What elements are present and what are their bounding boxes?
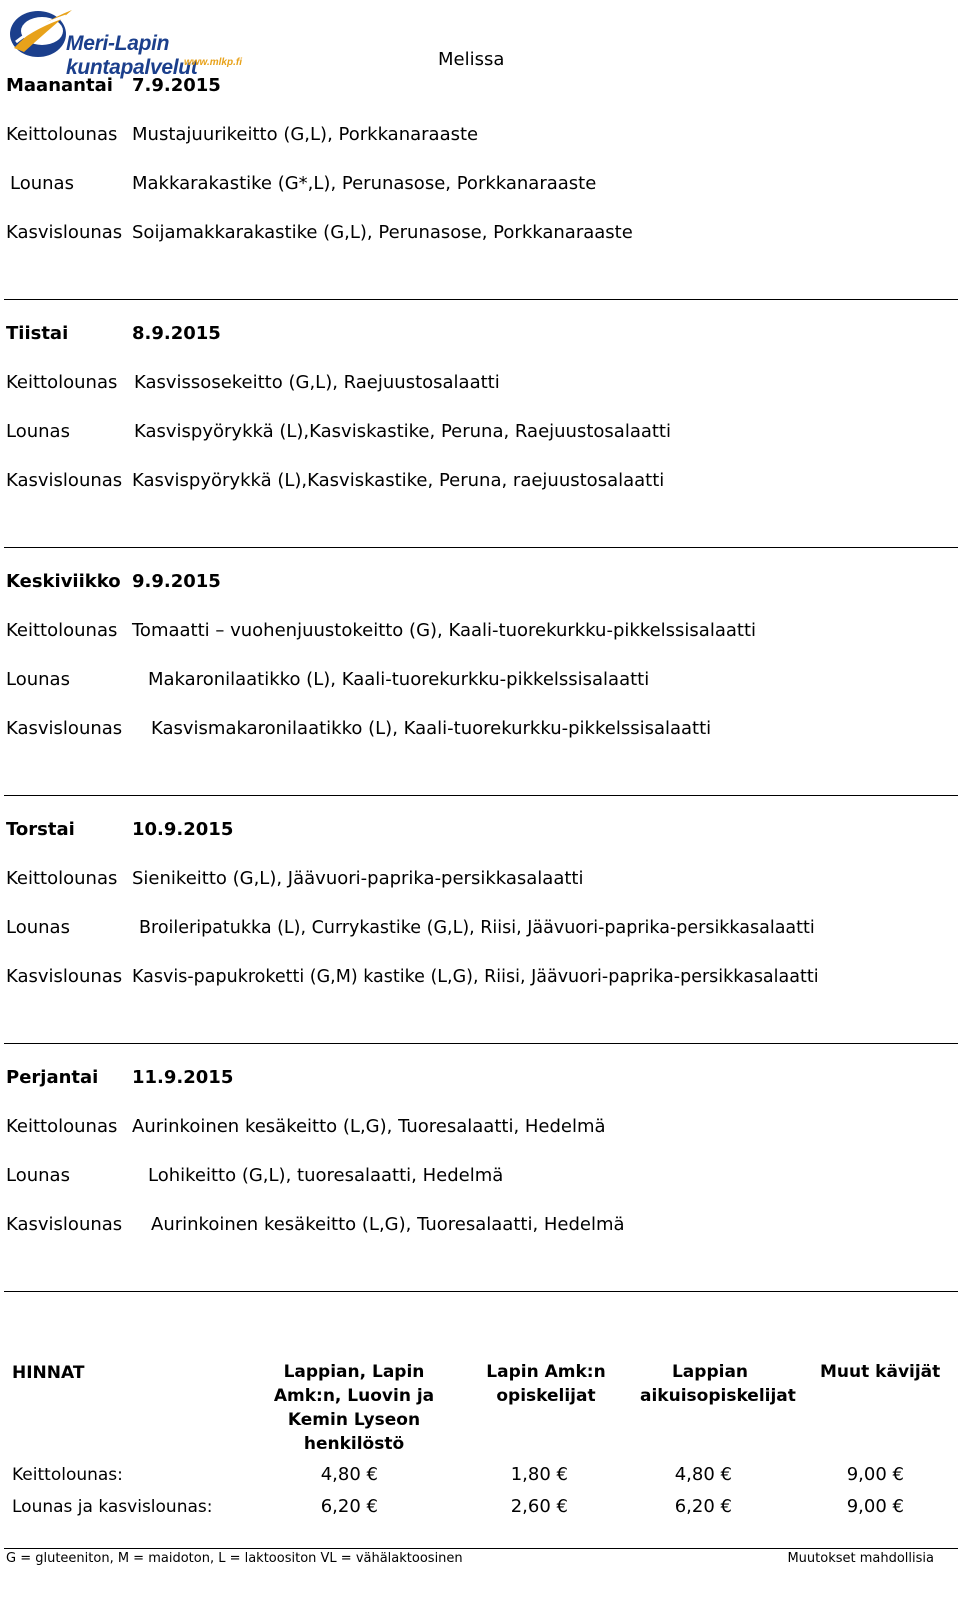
price-value: 2,60 € (510, 1496, 568, 1517)
meal-label: Lounas (6, 917, 70, 938)
price-column-header: Muut kävijät (820, 1362, 941, 1382)
meal-dish: Mustajuurikeitto (G,L), Porkkanaraaste (132, 124, 479, 145)
meal-label: Keittolounas (6, 620, 118, 641)
meal-dish: Kasvispyörykkä (L),Kasviskastike, Peruna, Raejuustosalaatti (134, 421, 671, 442)
allergen-legend: G = gluteeniton, M = maidoton, L = laktoositon VL = vähälaktoosinen (6, 1551, 463, 1566)
divider (4, 1043, 958, 1044)
price-column-header: Lappian aikuisopiskelijat (640, 1362, 796, 1406)
meal-label: Lounas (6, 421, 70, 442)
day-date: 10.9.2015 (132, 819, 234, 840)
meal-dish: Broileripatukka (L), Currykastike (G,L), Riisi, Jäävuori-paprika-persikkasalaatti (139, 918, 815, 938)
price-value: 4,80 € (674, 1464, 732, 1485)
meal-dish: Makkarakastike (G*,L), Perunasose, Porkkanaraaste (132, 173, 597, 194)
day-date: 7.9.2015 (132, 75, 221, 96)
divider (4, 547, 958, 548)
meal-label: Kasvislounas (6, 1214, 123, 1235)
meal-label: Kasvislounas (6, 470, 123, 491)
meal-dish: Kasvissosekeitto (G,L), Raejuustosalaatti (134, 372, 500, 393)
day-name: Keskiviikko (6, 571, 121, 592)
divider (4, 795, 958, 796)
meal-dish: Lohikeitto (G,L), tuoresalaatti, Hedelmä (148, 1165, 504, 1186)
logo-url: www.mlkp.fi (184, 57, 242, 68)
price-value: 6,20 € (320, 1496, 378, 1517)
location-name: Melissa (438, 49, 505, 70)
meal-label: Kasvislounas (6, 718, 123, 739)
meal-dish: Makaronilaatikko (L), Kaali-tuorekurkku-pikkelssisalaatti (148, 669, 650, 690)
meal-dish: Tomaatti – vuohenjuustokeitto (G), Kaali-tuorekurkku-pikkelssisalaatti (132, 620, 757, 641)
meal-dish: Kasvis-papukroketti (G,M) kastike (L,G), Riisi, Jäävuori-paprika-persikkasalaatti (132, 967, 819, 987)
meal-label: Keittolounas (6, 868, 118, 889)
price-value: 6,20 € (674, 1496, 732, 1517)
meal-dish: Kasvismakaronilaatikko (L), Kaali-tuorekurkku-pikkelssisalaatti (151, 718, 712, 739)
changes-note: Muutokset mahdollisia (787, 1551, 934, 1566)
meal-label: Lounas (6, 669, 70, 690)
day-name: Maanantai (6, 75, 113, 96)
meal-label: Kasvislounas (6, 966, 123, 987)
price-value: 4,80 € (320, 1464, 378, 1485)
day-date: 8.9.2015 (132, 323, 221, 344)
price-column-header: Lapin Amk:n opiskelijat (486, 1362, 606, 1406)
meal-label: Lounas (6, 1165, 70, 1186)
day-name: Tiistai (6, 323, 69, 344)
logo-name: Meri-Lapin kuntapalvelut (66, 32, 198, 79)
meal-dish: Aurinkoinen kesäkeitto (L,G), Tuoresalaatti, Hedelmä (132, 1116, 606, 1137)
divider (4, 299, 958, 300)
price-value: 9,00 € (846, 1464, 904, 1485)
meal-label: Kasvislounas (6, 222, 123, 243)
company-logo (6, 4, 276, 79)
price-value: 1,80 € (510, 1464, 568, 1485)
footer-divider (4, 1548, 958, 1549)
meal-label: Keittolounas (6, 1116, 118, 1137)
price-column-header: Lappian, Lapin Amk:n, Luovin ja Kemin Lyseon henkilöstö (273, 1362, 435, 1454)
meal-dish: Soijamakkarakastike (G,L), Perunasose, Porkkanaraaste (132, 222, 633, 243)
meal-label: Lounas (10, 173, 74, 194)
day-date: 9.9.2015 (132, 571, 221, 592)
day-name: Perjantai (6, 1067, 99, 1088)
meal-dish: Sienikeitto (G,L), Jäävuori-paprika-persikkasalaatti (132, 868, 584, 889)
meal-dish: Aurinkoinen kesäkeitto (L,G), Tuoresalaatti, Hedelmä (151, 1214, 625, 1235)
price-row-label: Lounas ja kasvislounas: (12, 1497, 213, 1517)
price-title: HINNAT (12, 1363, 85, 1383)
price-row-label: Keittolounas: (12, 1465, 123, 1485)
day-name: Torstai (6, 819, 75, 840)
divider (4, 1291, 958, 1292)
meal-dish: Kasvispyörykkä (L),Kasviskastike, Peruna, raejuustosalaatti (132, 470, 665, 491)
day-date: 11.9.2015 (132, 1067, 234, 1088)
meal-label: Keittolounas (6, 372, 118, 393)
meal-label: Keittolounas (6, 124, 118, 145)
price-value: 9,00 € (846, 1496, 904, 1517)
